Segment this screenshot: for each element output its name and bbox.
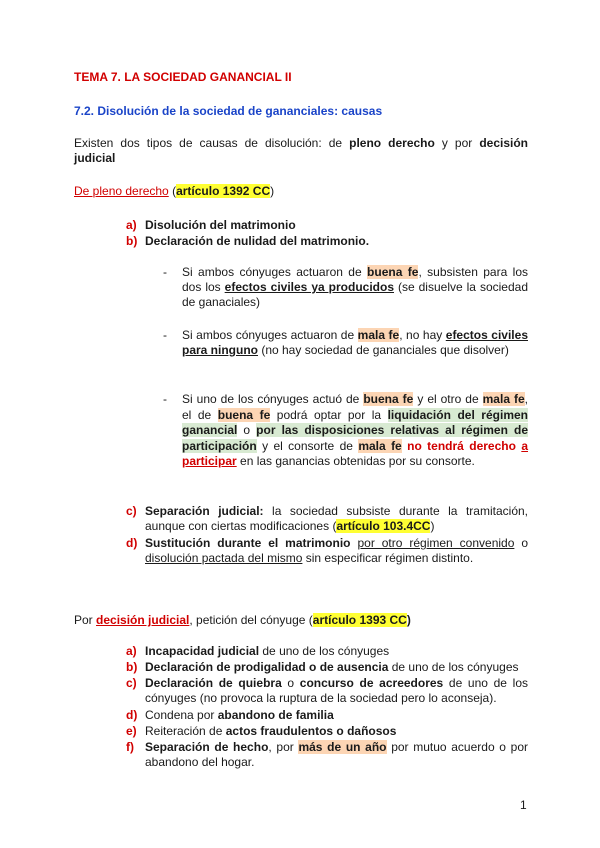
list-marker: f) (126, 740, 134, 754)
list-marker: b) (126, 660, 138, 674)
list-item: Reiteración de actos fraudulentos o dañosos (145, 724, 397, 738)
list-marker: e) (126, 724, 137, 738)
list-item: Declaración de prodigalidad o de ausencia de uno de los cónyuges (145, 660, 519, 674)
dash-bullet: - (163, 392, 167, 406)
dash-bullet: - (163, 328, 167, 342)
sub-item-mala-fe: Si ambos cónyuges actuaron de mala fe, no hay efectos civiles para ninguno (no hay sociedad de gananciales que disolver) (182, 328, 528, 357)
list-marker: a) (126, 644, 137, 658)
list-marker: c) (126, 504, 137, 518)
list-item: Declaración de quiebra o concurso de acreedores de uno de los cónyuges (no provoca la ruptura de la sociedad pero lo aconseja). (145, 676, 528, 705)
page-number: 1 (520, 798, 527, 812)
list-marker: d) (126, 536, 138, 550)
sub-item-mixta: Si uno de los cónyuges actuó de buena fe y el otro de mala fe, el de buena fe podrá optar por la liquidación del régimen ganancial o por las disposiciones relativas al régimen de participación y el consorte de mala fe no tendrá derecho a participar en las ganancias obtenidas por su consorte. (182, 392, 528, 469)
list-marker: d) (126, 708, 138, 722)
list-item: Separación judicial: la sociedad subsiste durante la tramitación, aunque con ciertas modificaciones (artículo 103.4CC) (145, 504, 528, 533)
list-item: Sustitución durante el matrimonio por otro régimen convenido o disolución pactada del mismo sin especificar régimen distinto. (145, 536, 529, 565)
list-item: Disolución del matrimonio (145, 218, 296, 232)
list-marker: a) (126, 218, 137, 232)
page-title: TEMA 7. LA SOCIEDAD GANANCIAL II (74, 70, 292, 84)
list-item: Separación de hecho, por más de un año por mutuo acuerdo o por abandono del hogar. (145, 740, 528, 769)
article-ref: artículo 103.4CC (336, 519, 431, 533)
intro-paragraph: Existen dos tipos de causas de disolución: de pleno derecho y por decisión judicial (74, 136, 528, 165)
article-ref: artículo 1393 CC (312, 613, 407, 627)
list-item: Incapacidad judicial de uno de los cónyuges (145, 644, 390, 658)
list-marker: b) (126, 234, 138, 248)
list-item: Condena por abandono de familia (145, 708, 334, 722)
article-ref: artículo 1392 CC (176, 184, 271, 198)
list-marker: c) (126, 676, 137, 690)
section-subtitle: 7.2. Disolución de la sociedad de gananciales: causas (74, 104, 383, 118)
pleno-derecho-heading: De pleno derecho (artículo 1392 CC) (74, 184, 275, 198)
list-item: Declaración de nulidad del matrimonio. (145, 234, 370, 248)
dash-bullet: - (163, 265, 167, 279)
decision-judicial-heading: Por decisión judicial, petición del cónyuge (artículo 1393 CC) (74, 613, 411, 627)
sub-item-buena-fe: Si ambos cónyuges actuaron de buena fe, subsisten para los dos los efectos civiles ya producidos (se disuelve la sociedad de ganaciales) (182, 265, 529, 309)
